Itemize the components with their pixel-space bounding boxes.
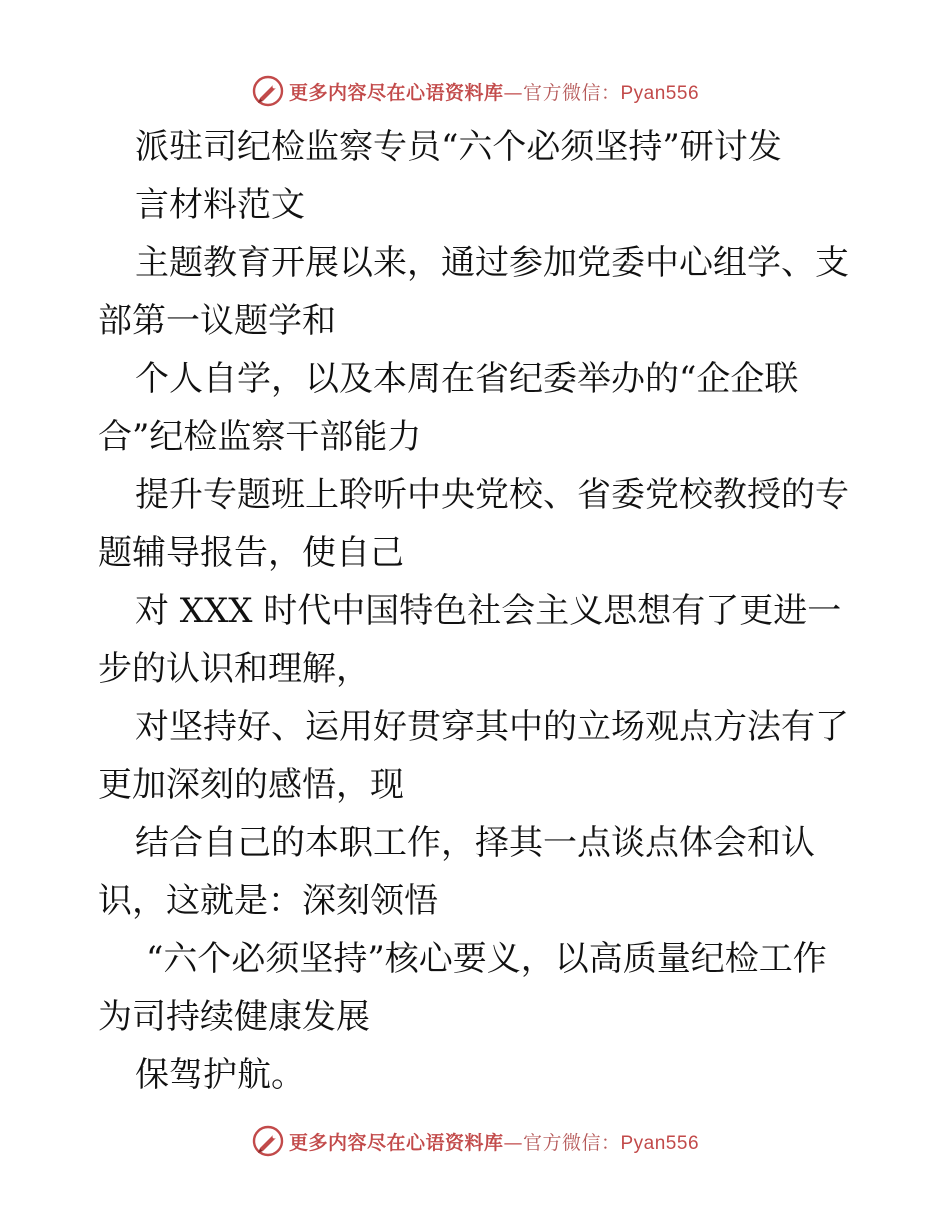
paragraph-line: 部第一议题学和 <box>98 301 336 341</box>
watermark-text <box>289 78 699 105</box>
paragraph-line: 主题教育开展以来，通过参加党委中心组学、支 <box>135 243 849 283</box>
paragraph-line: 个人自学，以及本周在省纪委举办的“企企联 <box>135 359 799 399</box>
watermark-wechat-label: 官方微信： <box>522 1131 621 1154</box>
pen-logo-icon <box>251 74 285 108</box>
pen-logo-icon <box>251 1124 285 1158</box>
watermark-dash: — <box>503 81 523 104</box>
watermark-main: 更多内容尽在心语资料库 <box>288 81 504 104</box>
document-body <box>98 118 858 1104</box>
watermark-wechat-label: 官方微信： <box>522 81 621 104</box>
title-line-2: 言材料范文 <box>135 185 305 225</box>
title-line-1: 派驻司纪检监察专员“六个必须坚持”研讨发 <box>135 127 782 167</box>
paragraph-line: 合”纪检监察干部能力 <box>98 417 422 457</box>
paragraph-line: 对 XXX 时代中国特色社会主义思想有了更进一 <box>135 591 842 631</box>
paragraph-line: 保驾护航。 <box>135 1055 305 1095</box>
paragraph-line: 识，这就是：深刻领悟 <box>98 881 438 921</box>
footer-watermark <box>0 1121 950 1161</box>
paragraph-line: 对坚持好、运用好贯穿其中的立场观点方法有了 <box>135 707 849 747</box>
watermark-text <box>289 1128 699 1155</box>
paragraph-line: 为司持续健康发展 <box>98 997 370 1037</box>
paragraph-line: 题辅导报告，使自己 <box>98 533 404 573</box>
header-watermark <box>0 71 950 111</box>
paragraph-line: 更加深刻的感悟，现 <box>98 765 404 805</box>
paragraph-line: “六个必须坚持”核心要义，以高质量纪检工作 <box>146 939 827 979</box>
watermark-wechat-id: Pyan556 <box>620 82 700 104</box>
watermark-main: 更多内容尽在心语资料库 <box>288 1131 504 1154</box>
watermark-dash: — <box>503 1131 523 1154</box>
paragraph-line: 结合自己的本职工作，择其一点谈点体会和认 <box>135 823 815 863</box>
paragraph-line: 步的认识和理解， <box>98 649 370 689</box>
watermark-wechat-id: Pyan556 <box>620 1132 700 1154</box>
paragraph-line: 提升专题班上聆听中央党校、省委党校教授的专 <box>135 475 849 515</box>
